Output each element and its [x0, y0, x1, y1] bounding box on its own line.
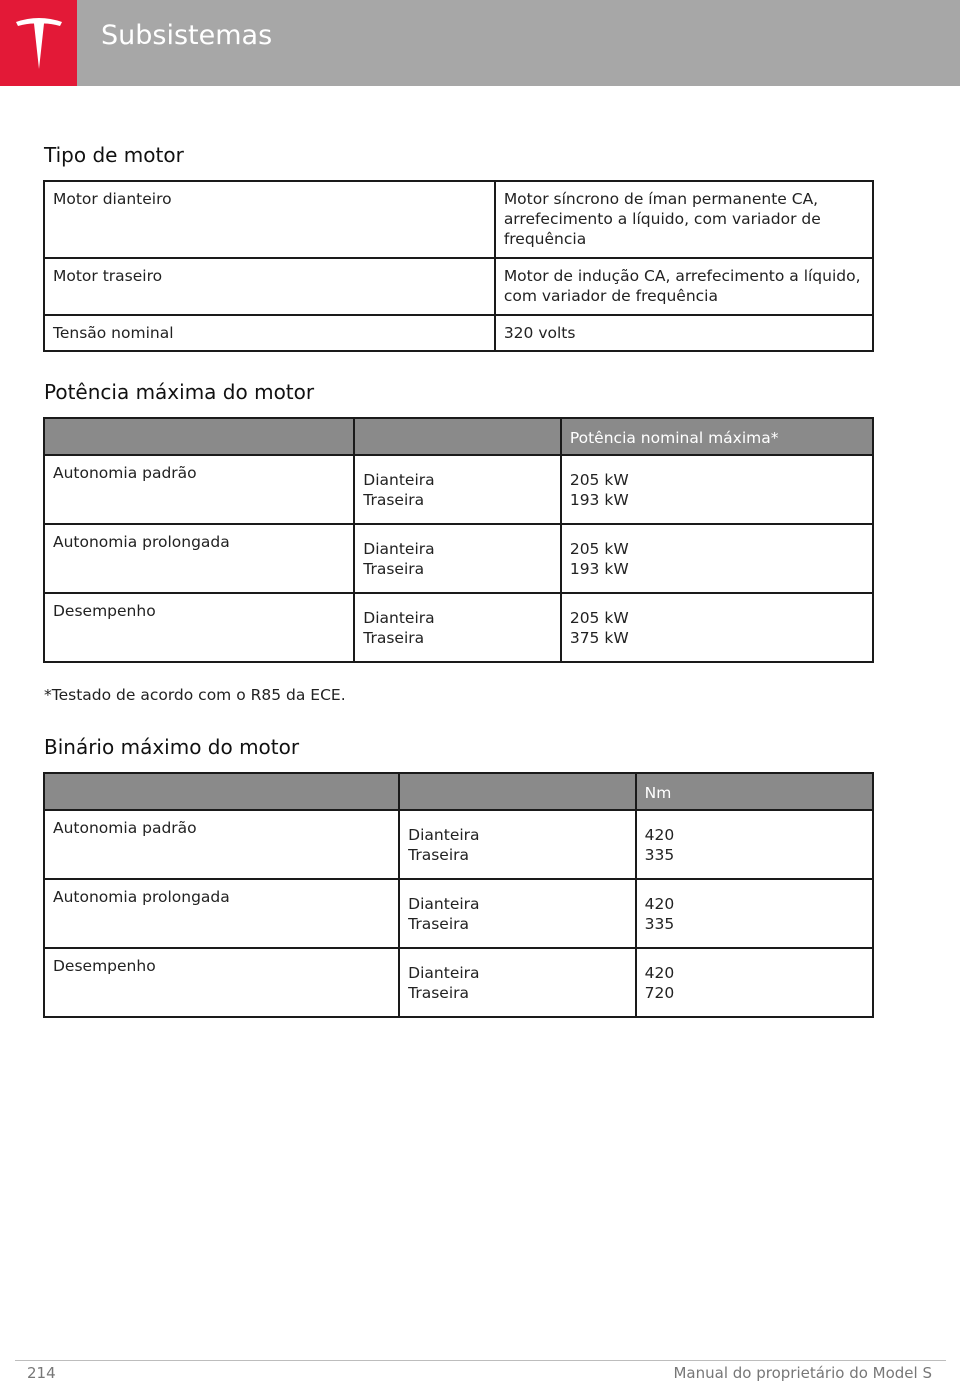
- power-header-cell: Potência nominal máxima*: [561, 418, 873, 455]
- empty-header-cell: [354, 418, 561, 455]
- max-power-heading: Potência máxima do motor: [44, 380, 315, 404]
- motors-cell: Dianteira Traseira: [354, 455, 561, 524]
- motor-type-heading: Tipo de motor: [44, 143, 184, 167]
- empty-header-cell: [44, 418, 354, 455]
- footnote: *Testado de acordo com o R85 da ECE.: [44, 686, 346, 704]
- torque-values-cell: 420 720: [636, 948, 873, 1017]
- motor-label-cell: Motor dianteiro: [44, 181, 495, 258]
- variant-cell: Autonomia prolongada: [44, 524, 354, 593]
- motors-cell: Dianteira Traseira: [354, 593, 561, 662]
- motor-value-cell: 320 volts: [495, 315, 873, 351]
- variant-cell: Desempenho: [44, 593, 354, 662]
- torque-values-cell: 420 335: [636, 879, 873, 948]
- table-row: [44, 181, 873, 258]
- max-power-table: [43, 417, 874, 663]
- logo-box: [0, 0, 77, 86]
- power-values-cell: 205 kW 193 kW: [561, 455, 873, 524]
- document-title: Manual do proprietário do Model S: [673, 1364, 932, 1382]
- tesla-logo-icon: [11, 15, 67, 71]
- table-row: [44, 258, 873, 315]
- motors-cell: Dianteira Traseira: [399, 948, 635, 1017]
- table-row: [44, 879, 873, 948]
- table-row: [44, 524, 873, 593]
- max-torque-table: [43, 772, 874, 1018]
- motor-label-cell: Tensão nominal: [44, 315, 495, 351]
- motor-value-cell: Motor de indução CA, arrefecimento a líquido, com variador de frequência: [495, 258, 873, 315]
- motors-cell: Dianteira Traseira: [399, 879, 635, 948]
- torque-header-cell: Nm: [636, 773, 873, 810]
- footer-divider: [15, 1360, 946, 1361]
- torque-values-cell: 420 335: [636, 810, 873, 879]
- power-values-cell: 205 kW 375 kW: [561, 593, 873, 662]
- empty-header-cell: [399, 773, 635, 810]
- table-header-row: [44, 773, 873, 810]
- page-number: 214: [27, 1364, 56, 1382]
- table-row: [44, 455, 873, 524]
- table-row: [44, 948, 873, 1017]
- max-torque-heading: Binário máximo do motor: [44, 735, 300, 759]
- power-values-cell: 205 kW 193 kW: [561, 524, 873, 593]
- variant-cell: Autonomia padrão: [44, 455, 354, 524]
- motor-type-table: [43, 180, 874, 352]
- table-row: [44, 810, 873, 879]
- table-header-row: [44, 418, 873, 455]
- table-row: [44, 315, 873, 351]
- motor-label-cell: Motor traseiro: [44, 258, 495, 315]
- variant-cell: Autonomia prolongada: [44, 879, 399, 948]
- motors-cell: Dianteira Traseira: [354, 524, 561, 593]
- motor-value-cell: Motor síncrono de íman permanente CA, arrefecimento a líquido, com variador de frequência: [495, 181, 873, 258]
- motors-cell: Dianteira Traseira: [399, 810, 635, 879]
- variant-cell: Desempenho: [44, 948, 399, 1017]
- variant-cell: Autonomia padrão: [44, 810, 399, 879]
- section-title: Subsistemas: [101, 20, 273, 51]
- empty-header-cell: [44, 773, 399, 810]
- table-row: [44, 593, 873, 662]
